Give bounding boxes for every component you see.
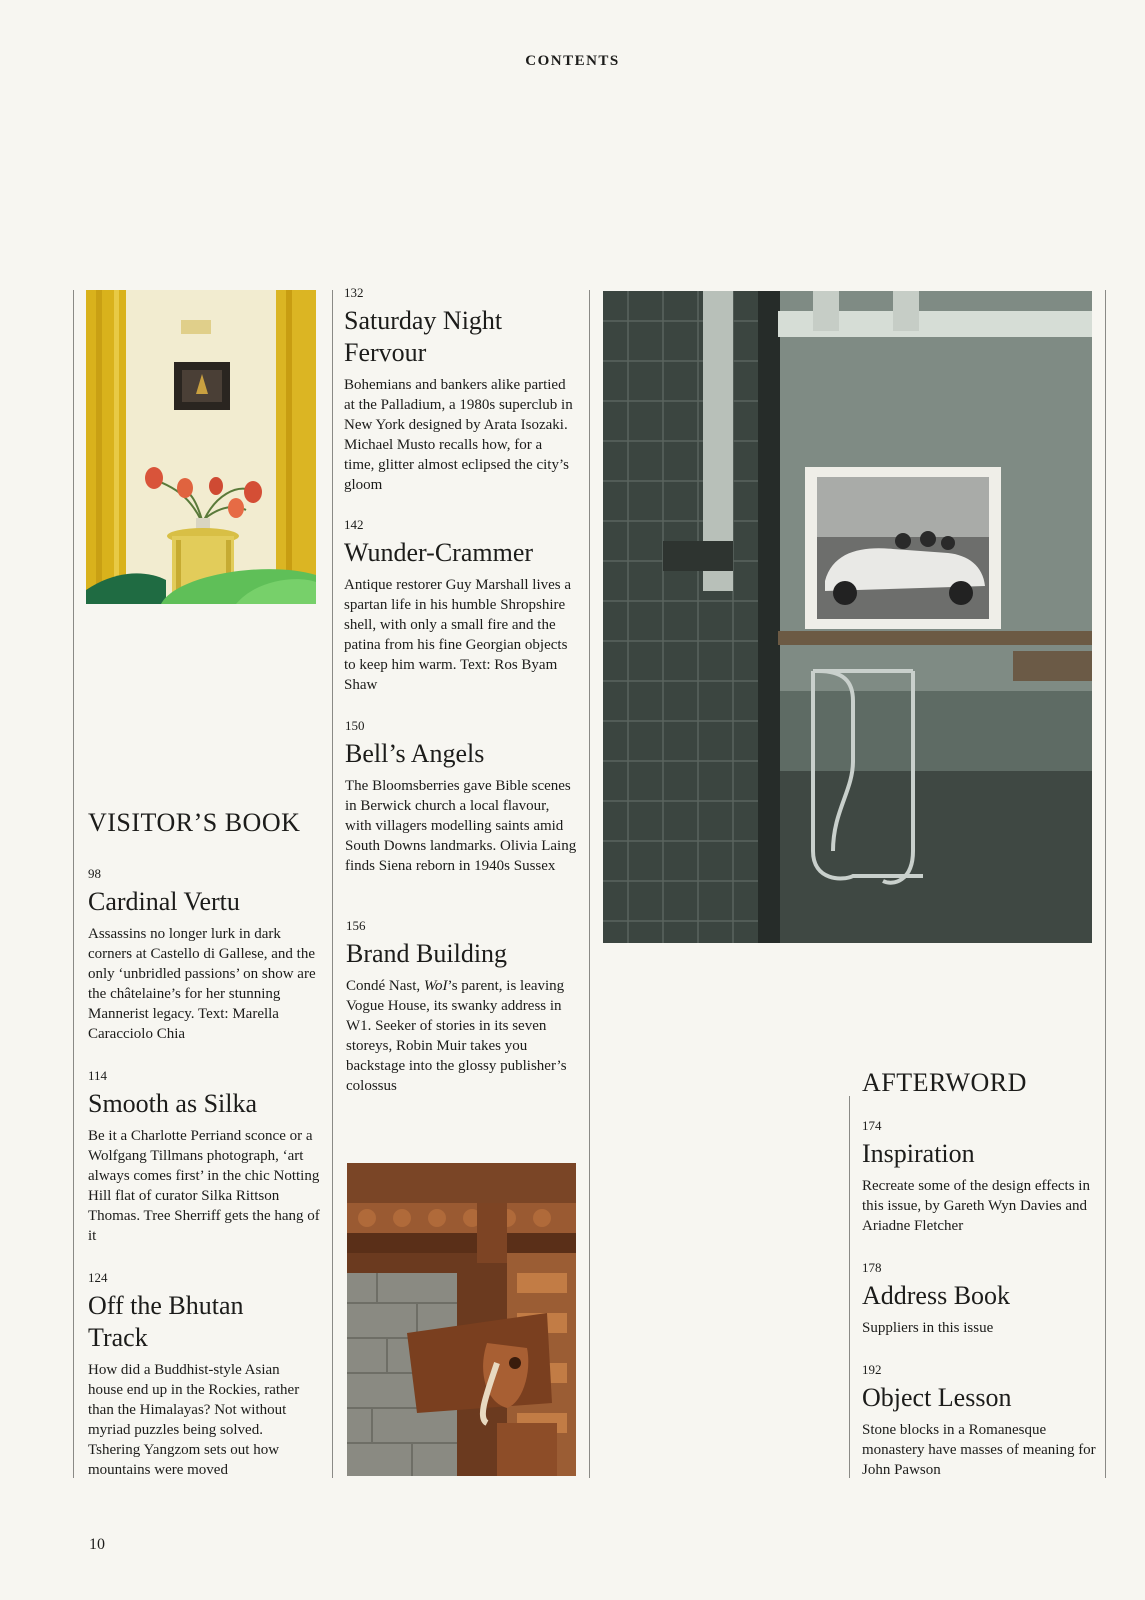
entry-off-the-bhutan-track[interactable] — [88, 1270, 313, 1480]
entry-page-number: 98 — [88, 866, 101, 881]
section-title-afterword: AFTERWORD — [862, 1068, 1027, 1097]
entry-description: Suppliers in this issue — [862, 1320, 994, 1336]
entry-wunder-crammer[interactable] — [344, 517, 576, 695]
entry-description: Bohemians and bankers alike partied at the Palladium, a 1980s superclub in New York designed by Arata Isozaki. Michael Musto recalls how, for a time, glitter almost eclipsed the city’s gloom — [344, 377, 573, 493]
entry-title: Object Lesson — [862, 1383, 1012, 1412]
entry-title: Inspiration — [862, 1139, 975, 1168]
column-rule-middle-right — [589, 290, 590, 1478]
entry-cardinal-vertu[interactable] — [88, 866, 328, 1044]
entry-brand-building[interactable] — [346, 918, 578, 1096]
entry-description: Recreate some of the design effects in this issue, by Gareth Wyn Davies and Ariadne Fletcher — [862, 1178, 1090, 1234]
column-rule-middle-left — [332, 290, 333, 1478]
entry-address-book[interactable] — [862, 1260, 1098, 1338]
interior-photo — [86, 290, 316, 604]
entry-page-number: 192 — [862, 1362, 882, 1377]
desc-text: ’s parent, is leaving Vogue House, its swanky address in W1. Seeker of stories in its seven storeys, Robin Muir takes you backstage into the glossy publisher’s colossus — [346, 978, 567, 1094]
entry-inspiration[interactable] — [862, 1118, 1098, 1236]
entry-description: How did a Buddhist-style Asian house end up in the Rockies, rather than the Himalayas? Not without myriad puzzles being solved. Tshering Yangzom sets out how mountains were moved — [88, 1362, 300, 1478]
desc-text: Condé Nast, — [346, 978, 424, 994]
entry-title: Cardinal Vertu — [88, 887, 240, 916]
entry-page-number: 150 — [345, 718, 365, 733]
industrial-room-photo — [603, 291, 1092, 943]
entry-description — [346, 976, 578, 1096]
entry-title: Brand Building — [346, 939, 508, 968]
magazine-name: WoI — [423, 978, 448, 994]
entry-page-number: 156 — [346, 918, 366, 933]
entry-title: Off the Bhutan Track — [88, 1291, 244, 1352]
entry-object-lesson[interactable] — [862, 1362, 1098, 1480]
section-title-visitors-book: VISITOR’S BOOK — [88, 808, 301, 837]
entry-page-number: 178 — [862, 1260, 882, 1275]
entry-description: Stone blocks in a Romanesque monastery have masses of meaning for John Pawson — [862, 1422, 1096, 1478]
page-header: CONTENTS — [525, 53, 620, 69]
entry-description: Antique restorer Guy Marshall lives a spartan life in his humble Shropshire shell, with only a small fire and the patina from his fine Georgian objects to keep him warm. Text: Ros Byam Shaw — [344, 577, 572, 693]
column-rule-right — [1105, 290, 1106, 1478]
column-rule-afterword — [849, 1096, 850, 1478]
entry-title: Saturday Night Fervour — [344, 306, 503, 367]
entry-bells-angels[interactable] — [345, 718, 577, 876]
entry-title: Address Book — [862, 1281, 1011, 1310]
entry-page-number: 142 — [344, 517, 364, 532]
entry-title: Wunder-Crammer — [344, 538, 534, 567]
carved-wood-photo — [347, 1163, 576, 1476]
entry-smooth-as-silka[interactable] — [88, 1068, 328, 1246]
entry-description: The Bloomsberries gave Bible scenes in Berwick church a local flavour, with villagers modelling saints amid South Downs landmarks. Olivia Laing finds Siena reborn in 1940s Sussex — [345, 778, 577, 874]
entry-description: Assassins no longer lurk in dark corners at Castello di Gallese, and the only ‘unbridled passions’ on show are the châtelaine’s for her stunning Mannerist legacy. Text: Marella Caracciolo Chia — [88, 926, 316, 1042]
entry-page-number: 114 — [88, 1068, 108, 1083]
entry-saturday-night-fervour[interactable] — [344, 285, 576, 495]
entry-title: Smooth as Silka — [88, 1089, 258, 1118]
entry-page-number: 124 — [88, 1270, 108, 1285]
entry-description: Be it a Charlotte Perriand sconce or a Wolfgang Tillmans photograph, ‘art always comes first’ in the chic Notting Hill flat of curator Silka Rittson Thomas. Tree Sherriff gets the hang of it — [88, 1128, 320, 1244]
page-number: 10 — [89, 1536, 105, 1553]
entry-title: Bell’s Angels — [345, 739, 485, 768]
column-rule-left — [73, 290, 74, 1478]
entry-page-number: 174 — [862, 1118, 882, 1133]
entry-page-number: 132 — [344, 285, 364, 300]
